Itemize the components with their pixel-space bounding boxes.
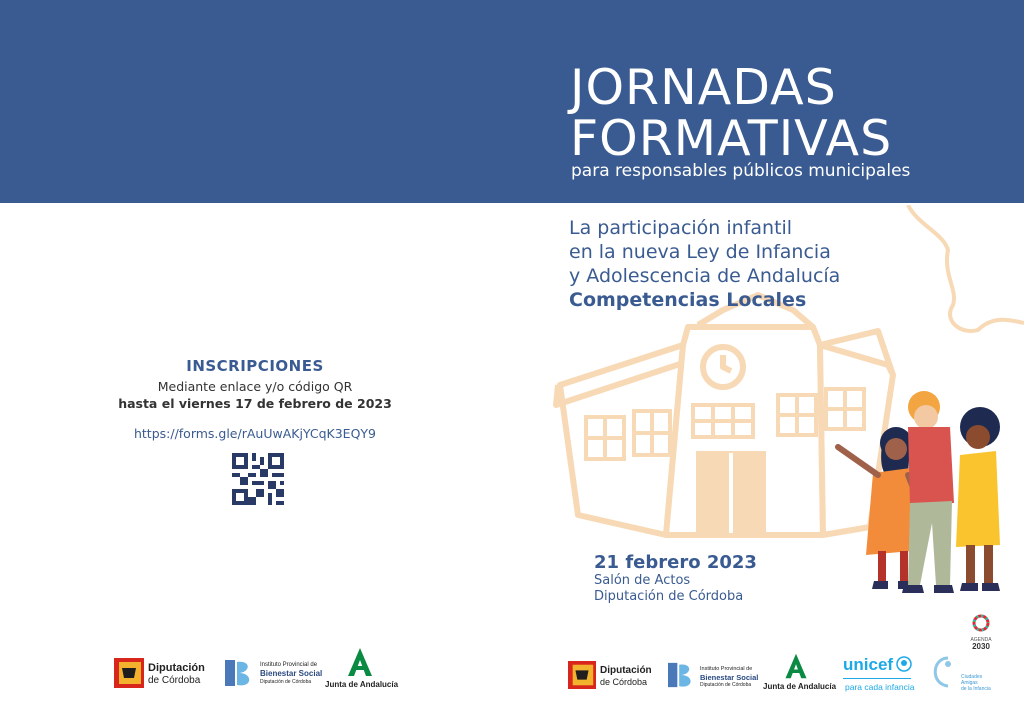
- page-subtitle: para responsables públicos municipales: [571, 161, 911, 181]
- topic-line-3: y Adolescencia de Andalucía: [569, 265, 841, 287]
- junta-andalucia-logo-icon: [344, 646, 376, 678]
- bienestar-right-line-2: Bienestar Social: [700, 673, 759, 682]
- junta-andalucia-logo-icon-right: [782, 652, 810, 680]
- bienestar-right-line-3: Diputación de Córdoba: [700, 682, 752, 688]
- registration-title: INSCRIPCIONES: [186, 357, 324, 375]
- child-girl-yellow-icon: [956, 407, 1000, 591]
- venue-line-1: Salón de Actos: [594, 573, 691, 588]
- registration-deadline: hasta el viernes 17 de febrero de 2023: [118, 396, 392, 411]
- qr-code-icon[interactable]: [232, 453, 284, 505]
- unicef-tagline: para cada infancia: [845, 682, 915, 692]
- child-boy-icon: [902, 391, 954, 593]
- diputacion-logo-icon-right: [568, 661, 596, 689]
- agenda-year: 2030: [972, 642, 990, 651]
- ciudades-amigas-logo-icon: [928, 654, 962, 690]
- topic-line-4: Competencias Locales: [569, 289, 807, 311]
- unicef-divider: [843, 678, 911, 679]
- bienestar-line-1: Instituto Provincial de: [260, 662, 318, 668]
- diputacion-logo-icon: [114, 658, 144, 688]
- agenda-2030-wheel-icon: [972, 614, 990, 632]
- ciudades-line-3: de la Infancia: [961, 686, 991, 692]
- cloud-shape: [908, 205, 1024, 331]
- diputacion-right-line-1: Diputación: [600, 665, 652, 676]
- agenda-label: AGENDA: [970, 637, 992, 643]
- bienestar-line-3: Diputación de Córdoba: [260, 679, 312, 685]
- bienestar-line-2: Bienestar Social: [260, 669, 323, 678]
- bienestar-right-line-1: Instituto Provincial de: [700, 666, 753, 672]
- title-line-2: FORMATIVAS: [570, 110, 893, 167]
- registration-link[interactable]: https://forms.gle/rAuUwAKjYCqK3EQY9: [133, 426, 377, 441]
- diputacion-name-line-2: de Córdoba: [148, 675, 201, 686]
- agenda-2030-badge: [966, 614, 996, 651]
- topic-line-2: en la nueva Ley de Infancia: [569, 241, 831, 263]
- unicef-wordmark: unicef: [843, 655, 894, 674]
- diputacion-right-line-2: de Córdoba: [600, 677, 648, 687]
- junta-name: Junta de Andalucía: [325, 680, 399, 689]
- topic-heading: [569, 216, 840, 312]
- ciudades-line-1: Ciudades: [961, 674, 983, 680]
- title-line-1: JORNADAS: [570, 59, 837, 116]
- bienestar-social-logo-icon: [223, 658, 257, 688]
- diputacion-name-line-1: Diputación: [148, 662, 205, 674]
- unicef-globe-icon: [896, 656, 912, 672]
- event-venue: [594, 573, 743, 605]
- registration-line-1: Mediante enlace y/o código QR: [157, 379, 353, 394]
- ciudades-line-2: Amigas: [961, 680, 978, 686]
- venue-line-2: Diputación de Córdoba: [594, 589, 744, 604]
- page-title: [570, 59, 893, 167]
- junta-name-right: Junta de Andalucía: [763, 682, 837, 691]
- bienestar-social-logo-icon-right: [666, 661, 698, 689]
- topic-line-1: La participación infantil: [569, 217, 793, 239]
- event-date: 21 febrero 2023: [594, 552, 757, 573]
